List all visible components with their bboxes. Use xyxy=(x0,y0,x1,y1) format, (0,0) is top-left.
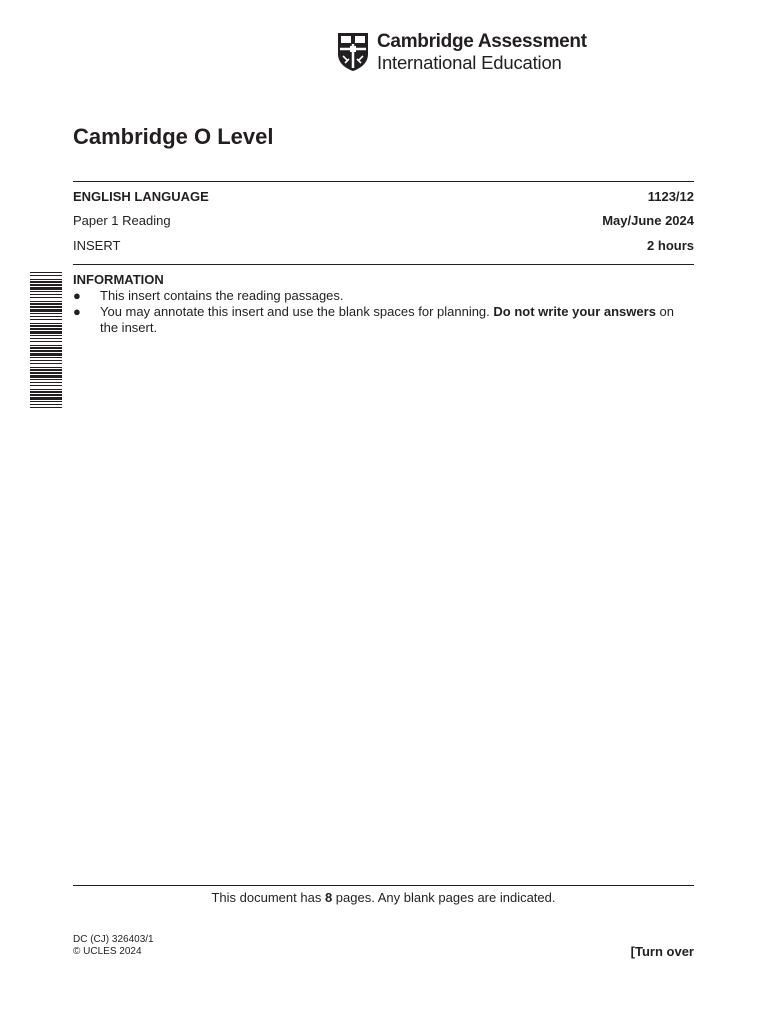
subject-label: ENGLISH LANGUAGE xyxy=(73,189,209,204)
detail-row-subject xyxy=(73,189,694,204)
page-count-text-end: pages. Any blank pages are indicated. xyxy=(332,890,556,905)
bullet-text-end: on the insert. xyxy=(100,304,675,335)
page-count-text-start: This document has xyxy=(211,890,325,905)
top-rule xyxy=(73,181,694,182)
bullet-icon: ● xyxy=(73,304,81,319)
cambridge-logo xyxy=(337,31,587,73)
bullet-text xyxy=(100,304,674,335)
middle-rule xyxy=(73,264,694,265)
page-title: Cambridge O Level xyxy=(73,124,274,149)
logo-line-1: Cambridge Assessment xyxy=(377,31,587,52)
logo-line-2: International Education xyxy=(377,52,562,73)
copyright-notice: © UCLES 2024 xyxy=(73,946,142,957)
list-item xyxy=(73,288,694,304)
turn-over-label: [Turn over xyxy=(630,944,694,959)
detail-row-component xyxy=(73,238,694,253)
crest-icon xyxy=(337,32,369,72)
component-label: INSERT xyxy=(73,238,121,253)
syllabus-code: 1123/12 xyxy=(647,189,694,204)
paper-label: Paper 1 Reading xyxy=(73,213,171,228)
bullet-text-start: You may annotate this insert and use the blank spaces for planning. xyxy=(100,304,494,319)
bullet-icon: ● xyxy=(73,288,81,303)
exam-session: May/June 2024 xyxy=(602,213,694,228)
barcode-icon xyxy=(30,272,62,410)
list-item xyxy=(73,304,694,336)
exam-duration: 2 hours xyxy=(647,238,694,253)
document-reference: DC (CJ) 326403/1 xyxy=(73,934,154,945)
page-count: 8 xyxy=(324,890,333,905)
detail-row-paper xyxy=(73,213,694,228)
information-heading: INFORMATION xyxy=(73,272,164,287)
bullet-text-emphasis: Do not write your answers xyxy=(493,304,656,319)
footer-rule xyxy=(73,885,694,886)
information-list xyxy=(73,288,694,336)
page-count-note xyxy=(73,890,694,905)
bullet-text: This insert contains the reading passages. xyxy=(100,288,344,303)
